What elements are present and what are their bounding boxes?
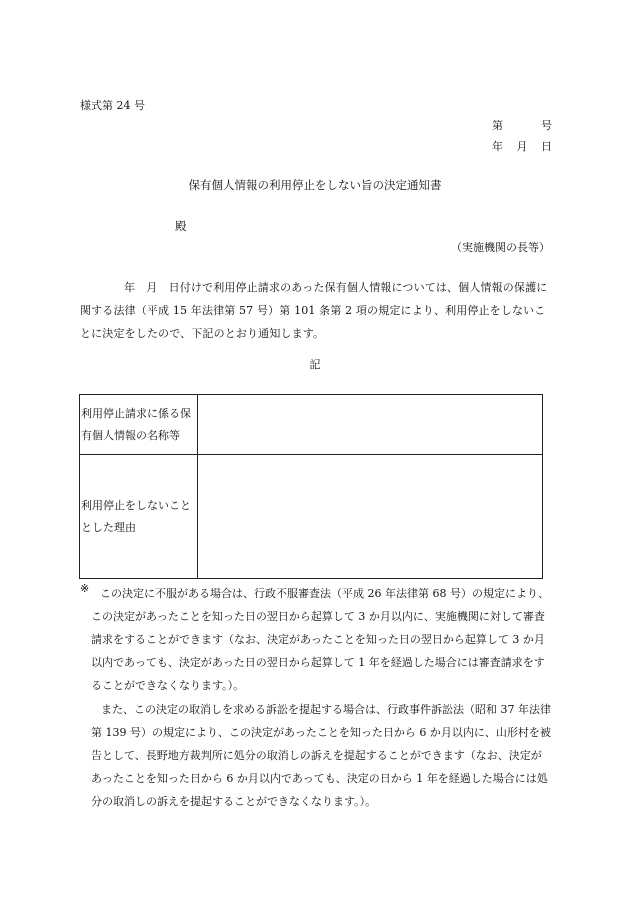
date-day-label: 日 bbox=[541, 140, 552, 153]
body-paragraph: 年 月 日付けで利用停止請求のあった保有個人情報については、個人情報の保護に関する法律（平成 15 年法律第 57 号）第 101 条第 2 項の規定により、利用停止をしないことに決定をしたので、下記のとおり通知します。 bbox=[80, 281, 548, 340]
note-lawsuit: また、この決定の取消しを求める訴訟を提起する場合は、行政事件訴訟法（昭和 37 年法律第 139 号）の規定により、この決定があったことを知った日から 6 か月以内に、山形村を被告として、長野地方裁判所に処分の取消しの訴えを提起することができます（なお、決定があったことを知った日から 6 か月以内であっても、決定の日から 1 年を経過した場合には処分の取消しの訴えを提起することができなくなります。）。 bbox=[91, 703, 551, 808]
document-number-prefix: 第 bbox=[492, 119, 503, 132]
form-number: 様式第 24 号 bbox=[80, 99, 145, 112]
document-number-suffix: 号 bbox=[541, 119, 552, 132]
table-row bbox=[80, 455, 543, 579]
document-number bbox=[492, 117, 552, 133]
document-date bbox=[492, 138, 552, 154]
ki-heading: 記 bbox=[309, 358, 321, 371]
row2-label: 利用停止をしないこととした理由 bbox=[80, 455, 198, 579]
table-row bbox=[80, 395, 543, 455]
note-mark: ※ bbox=[80, 582, 90, 595]
row2-value bbox=[198, 455, 543, 579]
date-year-label: 年 bbox=[492, 140, 503, 153]
issuer: （実施機関の長等） bbox=[451, 241, 550, 254]
note-appeal: この決定に不服がある場合は、行政不服審査法（平成 26 年法律第 68 号）の規定により、この決定があったことを知った日の翌日から起算して 3 か月以内に、実施機関に対して審査請求をすることができます（なお、決定があったことを知った日の翌日から起算して 3 か月以内であっても、決定があった日の翌日から起算して 1 年を経過した場合には審査請求をすることができなくなります。）。 bbox=[91, 587, 549, 692]
document-title: 保有個人情報の利用停止をしない旨の決定通知書 bbox=[188, 178, 442, 192]
date-month-label: 月 bbox=[516, 140, 528, 153]
record-table bbox=[79, 394, 543, 579]
row1-value bbox=[198, 395, 543, 455]
addressee: 殿 bbox=[175, 219, 187, 233]
row1-label: 利用停止請求に係る保有個人情報の名称等 bbox=[80, 395, 198, 455]
